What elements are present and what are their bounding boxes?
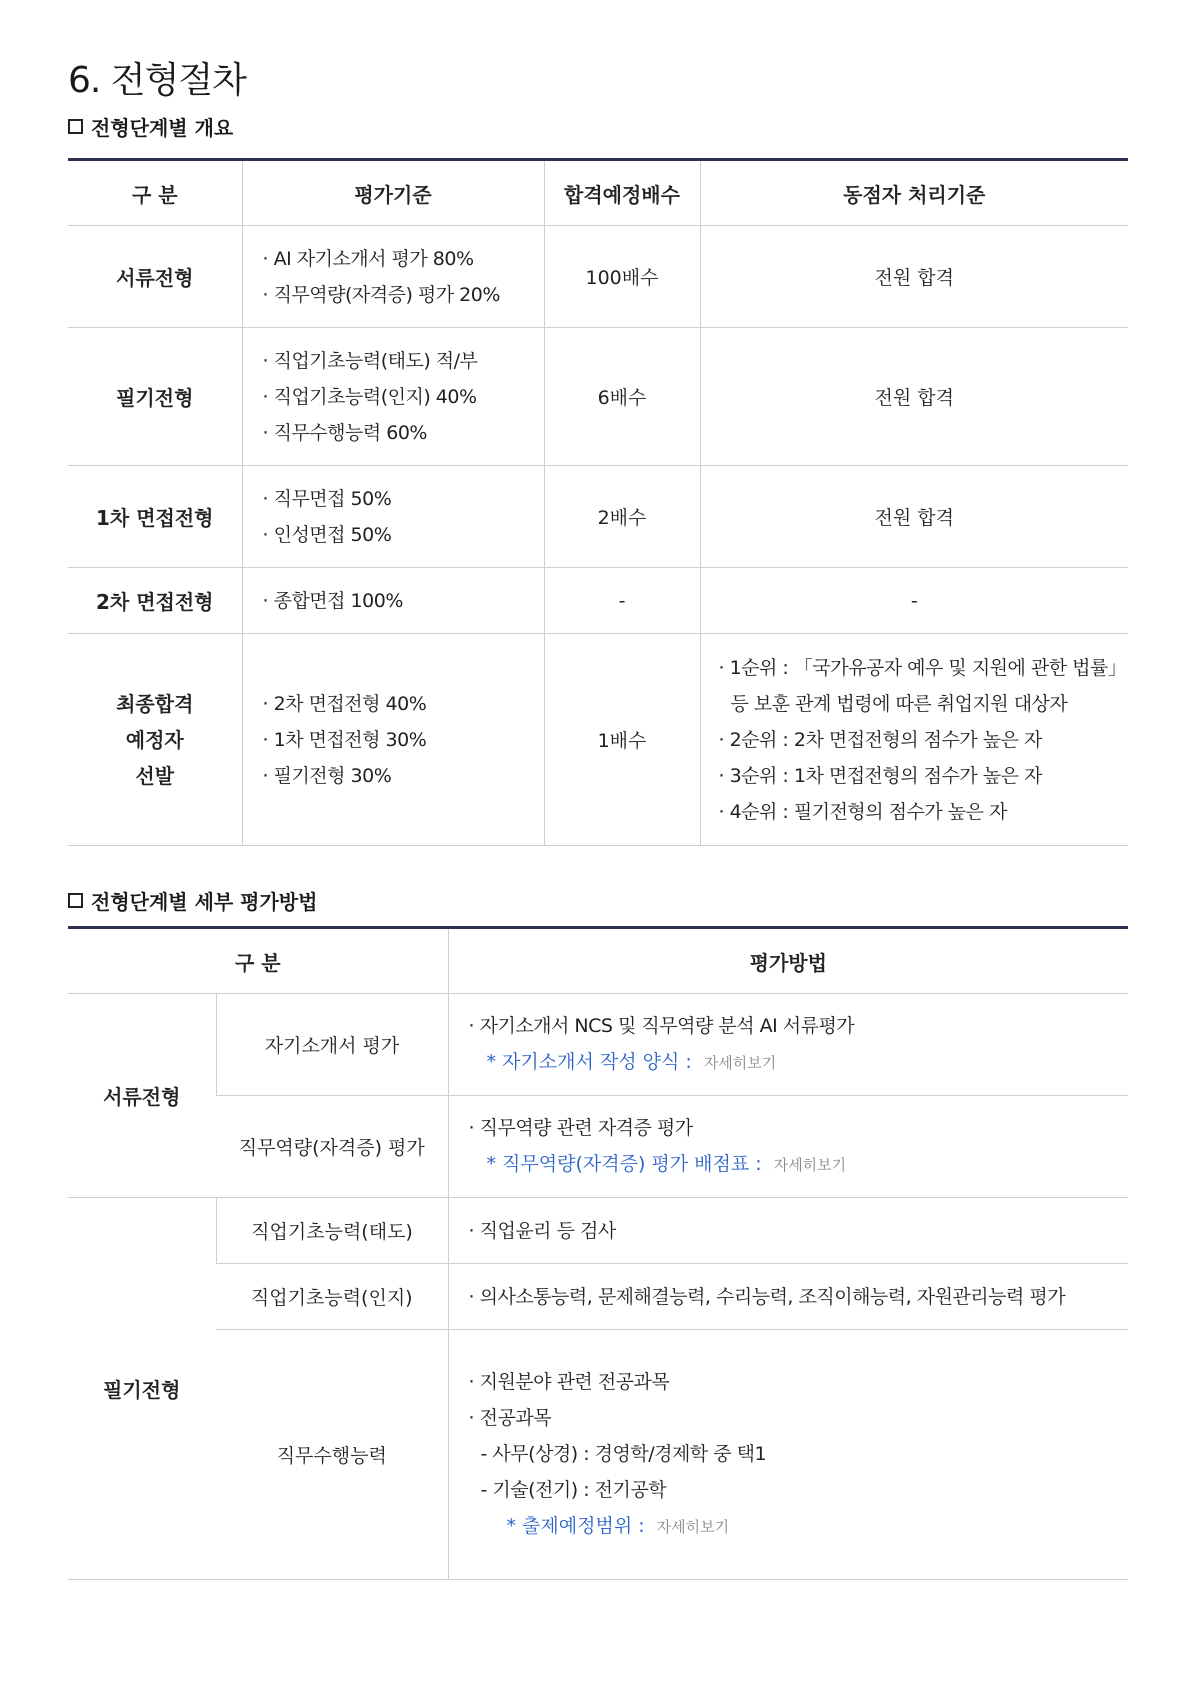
section-heading-overview — [68, 112, 233, 141]
note-text: * 직무역량(자격증) 평가 배점표 : — [486, 1153, 762, 1175]
criteria-cell — [242, 634, 544, 846]
table-row — [68, 994, 1128, 1096]
criteria-cell — [242, 568, 544, 634]
section-heading-methods — [68, 886, 317, 915]
group-written: 필기전형 — [68, 1198, 216, 1580]
criteria-item: · 직업기초능력(태도) 적/부 — [263, 343, 544, 379]
group-doc: 서류전형 — [68, 994, 216, 1198]
tiebreak-value: 전원 합격 — [700, 226, 1128, 328]
stage-name: 2차 면접전형 — [68, 568, 242, 634]
method-item: · 지원분야 관련 전공과목 — [469, 1364, 1129, 1400]
table-row — [68, 1096, 1128, 1198]
table-row — [68, 226, 1128, 328]
stage-name: 1차 면접전형 — [68, 466, 242, 568]
header-tiebreak: 동점자 처리기준 — [700, 160, 1128, 226]
checkbox-square-icon — [68, 119, 83, 134]
eval-item: 직업기초능력(태도) — [216, 1198, 448, 1264]
tiebreak-item: · 3순위 : 1차 면접전형의 점수가 높은 자 — [719, 758, 1129, 794]
method-note — [469, 1508, 1129, 1545]
table-row — [68, 466, 1128, 568]
criteria-item: · 직무면접 50% — [263, 481, 544, 517]
multiple-value: 1배수 — [544, 634, 700, 846]
table-header-row — [68, 160, 1128, 226]
eval-item: 자기소개서 평가 — [216, 994, 448, 1096]
criteria-item: · 직업기초능력(인지) 40% — [263, 379, 544, 415]
method-note — [469, 1044, 1129, 1081]
checkbox-square-icon — [68, 893, 83, 908]
criteria-cell — [242, 328, 544, 466]
stage-name-line: 최종합격 — [116, 691, 194, 716]
tiebreak-value: 전원 합격 — [700, 328, 1128, 466]
header-criteria: 평가기준 — [242, 160, 544, 226]
multiple-value: 100배수 — [544, 226, 700, 328]
method-cell — [448, 994, 1128, 1096]
criteria-item: · 필기전형 30% — [263, 758, 544, 794]
stage-name-line: 선발 — [135, 763, 175, 788]
tiebreak-item: · 1순위 : 「국가유공자 예우 및 지원에 관한 법률」 — [719, 650, 1129, 686]
table-row — [68, 1330, 1128, 1580]
view-details-link[interactable]: 자세히보기 — [703, 1054, 777, 1072]
header-category: 구 분 — [68, 160, 242, 226]
multiple-value: 2배수 — [544, 466, 700, 568]
method-cell — [448, 1198, 1128, 1264]
note-text: * 출제예정범위 : — [506, 1515, 645, 1537]
method-item: · 직무역량 관련 자격증 평가 — [469, 1110, 1129, 1146]
method-note — [469, 1146, 1129, 1183]
table-row — [68, 1264, 1128, 1330]
tiebreak-cell — [700, 634, 1128, 846]
view-details-link[interactable]: 자세히보기 — [773, 1156, 847, 1174]
section-heading-text: 전형단계별 개요 — [91, 116, 234, 140]
view-details-link[interactable]: 자세히보기 — [656, 1518, 730, 1536]
methods-table — [68, 926, 1128, 1580]
method-item: · 전공과목 — [469, 1400, 1129, 1436]
section-heading-text: 전형단계별 세부 평가방법 — [91, 890, 318, 914]
table-row — [68, 634, 1128, 846]
criteria-item: · 인성면접 50% — [263, 517, 544, 553]
tiebreak-item: · 2순위 : 2차 면접전형의 점수가 높은 자 — [719, 722, 1129, 758]
criteria-item: · 종합면접 100% — [263, 583, 544, 619]
header-multiple: 합격예정배수 — [544, 160, 700, 226]
method-item: · 직업윤리 등 검사 — [469, 1213, 1129, 1249]
criteria-item: · 1차 면접전형 30% — [263, 722, 544, 758]
eval-item: 직업기초능력(인지) — [216, 1264, 448, 1330]
criteria-item: · 2차 면접전형 40% — [263, 686, 544, 722]
method-cell — [448, 1096, 1128, 1198]
eval-item: 직무역량(자격증) 평가 — [216, 1096, 448, 1198]
table-row — [68, 328, 1128, 466]
method-cell — [448, 1330, 1128, 1580]
tiebreak-value: 전원 합격 — [700, 466, 1128, 568]
method-item: · 의사소통능력, 문제해결능력, 수리능력, 조직이해능력, 자원관리능력 평가 — [469, 1279, 1129, 1315]
tiebreak-value: - — [700, 568, 1128, 634]
eval-item: 직무수행능력 — [216, 1330, 448, 1580]
table-header-row — [68, 928, 1128, 994]
header-method: 평가방법 — [448, 928, 1128, 994]
multiple-value: - — [544, 568, 700, 634]
method-subitem: - 사무(상경) : 경영학/경제학 중 택1 — [480, 1443, 767, 1465]
criteria-item: · 직무역량(자격증) 평가 20% — [263, 277, 544, 313]
method-item: · 자기소개서 NCS 및 직무역량 분석 AI 서류평가 — [469, 1008, 1129, 1044]
criteria-cell — [242, 466, 544, 568]
method-cell — [448, 1264, 1128, 1330]
overview-table — [68, 158, 1128, 846]
criteria-item: · AI 자기소개서 평가 80% — [263, 241, 544, 277]
table-row — [68, 568, 1128, 634]
stage-name — [68, 634, 242, 846]
tiebreak-item: · 4순위 : 필기전형의 점수가 높은 자 — [719, 794, 1129, 830]
criteria-cell — [242, 226, 544, 328]
method-subitem: - 기술(전기) : 전기공학 — [480, 1479, 667, 1501]
header-category: 구 분 — [68, 928, 448, 994]
stage-name: 서류전형 — [68, 226, 242, 328]
note-text: * 자기소개서 작성 양식 : — [486, 1051, 692, 1073]
stage-name: 필기전형 — [68, 328, 242, 466]
page-title: 6. 전형절차 — [68, 60, 246, 101]
criteria-item: · 직무수행능력 60% — [263, 415, 544, 451]
tiebreak-item-continued: 등 보훈 관계 법령에 따른 취업지원 대상자 — [730, 692, 1068, 715]
multiple-value: 6배수 — [544, 328, 700, 466]
stage-name-line: 예정자 — [125, 727, 184, 752]
table-row — [68, 1198, 1128, 1264]
